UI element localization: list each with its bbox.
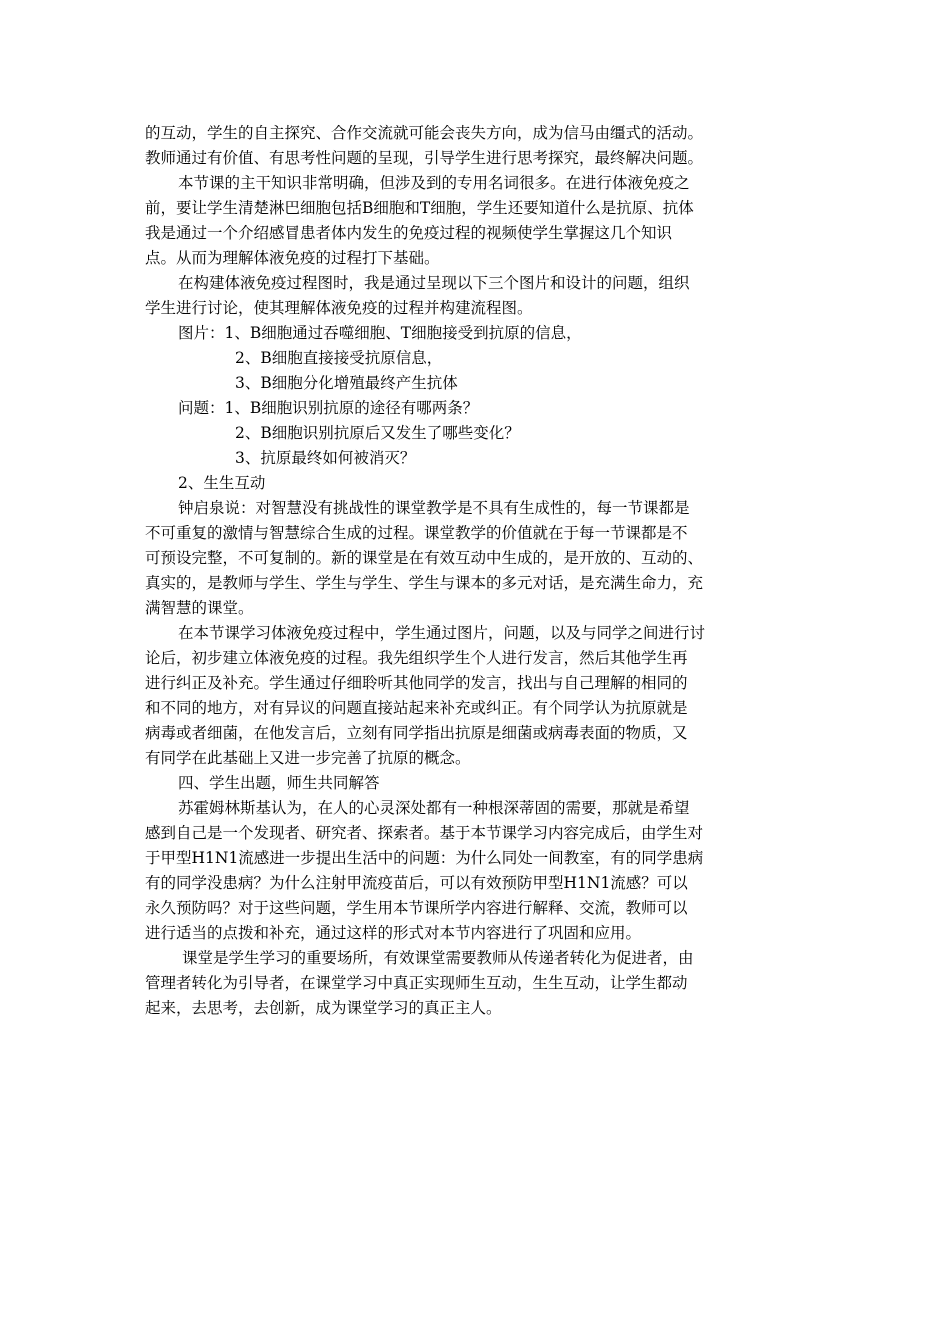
text-line: 我是通过一个介绍感冒患者体内发生的免疫过程的视频使学生掌握这几个知识 xyxy=(145,224,673,242)
text-line: 管理者转化为引导者，在课堂学习中真正实现师生互动，生生互动，让学生都动 xyxy=(145,974,688,992)
text-line: 图片：1、B细胞通过吞噬细胞、T细胞接受到抗原的信息， xyxy=(178,324,582,342)
text-line: 3、抗原最终如何被消灭？ xyxy=(235,449,416,467)
text-line: 起来，去思考，去创新，成为课堂学习的真正主人。 xyxy=(145,999,502,1017)
text-line: 进行适当的点拨和补充，通过这样的形式对本节内容进行了巩固和应用。 xyxy=(145,924,642,942)
text-line: 进行纠正及补充。学生通过仔细聆听其他同学的发言，找出与自己理解的相同的 xyxy=(145,674,688,692)
text-line: 课堂是学生学习的重要场所，有效课堂需要教师从传递者转化为促进者，由 xyxy=(182,949,694,967)
text-line: 学生进行讨论，使其理解体液免疫的过程并构建流程图。 xyxy=(145,299,533,317)
text-line: 教师通过有价值、有思考性问题的呈现，引导学生进行思考探究，最终解决问题。 xyxy=(145,149,704,167)
section-heading: 2、生生互动 xyxy=(178,474,266,492)
text-line: 满智慧的课堂。 xyxy=(145,599,254,617)
text-line: 有的同学没患病？为什么注射甲流疫苗后，可以有效预防甲型H1N1流感？可以 xyxy=(145,874,688,892)
text-line: 和不同的地方，对有异议的问题直接站起来补充或纠正。有个同学认为抗原就是 xyxy=(145,699,688,717)
text-line: 在本节课学习体液免疫过程中，学生通过图片，问题，以及与同学之间进行讨 xyxy=(178,624,706,642)
text-line: 有同学在此基础上又进一步完善了抗原的概念。 xyxy=(145,749,471,767)
text-line: 点。从而为理解体液免疫的过程打下基础。 xyxy=(145,249,440,267)
text-line: 不可重复的激情与智慧综合生成的过程。课堂教学的价值就在于每一节课都是不 xyxy=(145,524,688,542)
section-heading: 四、学生出题，师生共同解答 xyxy=(178,774,380,792)
text-line: 可预设完整，不可复制的。新的课堂是在有效互动中生成的，是开放的、互动的、 xyxy=(145,549,704,567)
text-line: 病毒或者细菌，在他发言后，立刻有同学指出抗原是细菌或病毒表面的物质，又 xyxy=(145,724,688,742)
text-line: 苏霍姆林斯基认为，在人的心灵深处都有一种根深蒂固的需要，那就是希望 xyxy=(178,799,690,817)
text-line: 3、B细胞分化增殖最终产生抗体 xyxy=(235,374,458,392)
text-line: 2、B细胞直接接受抗原信息， xyxy=(235,349,443,367)
text-line: 在构建体液免疫过程图时，我是通过呈现以下三个图片和设计的问题，组织 xyxy=(178,274,690,292)
text-line: 永久预防吗？对于这些问题，学生用本节课所学内容进行解释、交流，教师可以 xyxy=(145,899,688,917)
text-line: 感到自己是一个发现者、研究者、探索者。基于本节课学习内容完成后，由学生对 xyxy=(145,824,704,842)
text-line: 钟启泉说：对智慧没有挑战性的课堂教学是不具有生成性的，每一节课都是 xyxy=(178,499,690,517)
text-line: 前，要让学生清楚淋巴细胞包括B细胞和T细胞，学生还要知道什么是抗原、抗体 xyxy=(145,199,694,217)
text-line: 真实的，是教师与学生、学生与学生、学生与课本的多元对话，是充满生命力，充 xyxy=(145,574,704,592)
text-line: 问题：1、B细胞识别抗原的途径有哪两条？ xyxy=(178,399,479,417)
text-line: 于甲型H1N1流感进一步提出生活中的问题：为什么同处一间教室，有的同学患病 xyxy=(145,849,704,867)
text-line: 的互动，学生的自主探究、合作交流就可能会丧失方向，成为信马由缰式的活动。 xyxy=(145,124,704,142)
text-line: 2、B细胞识别抗原后又发生了哪些变化？ xyxy=(235,424,520,442)
text-line: 论后，初步建立体液免疫的过程。我先组织学生个人进行发言，然后其他学生再 xyxy=(145,649,688,667)
text-line: 本节课的主干知识非常明确，但涉及到的专用名词很多。在进行体液免疫之 xyxy=(178,174,690,192)
